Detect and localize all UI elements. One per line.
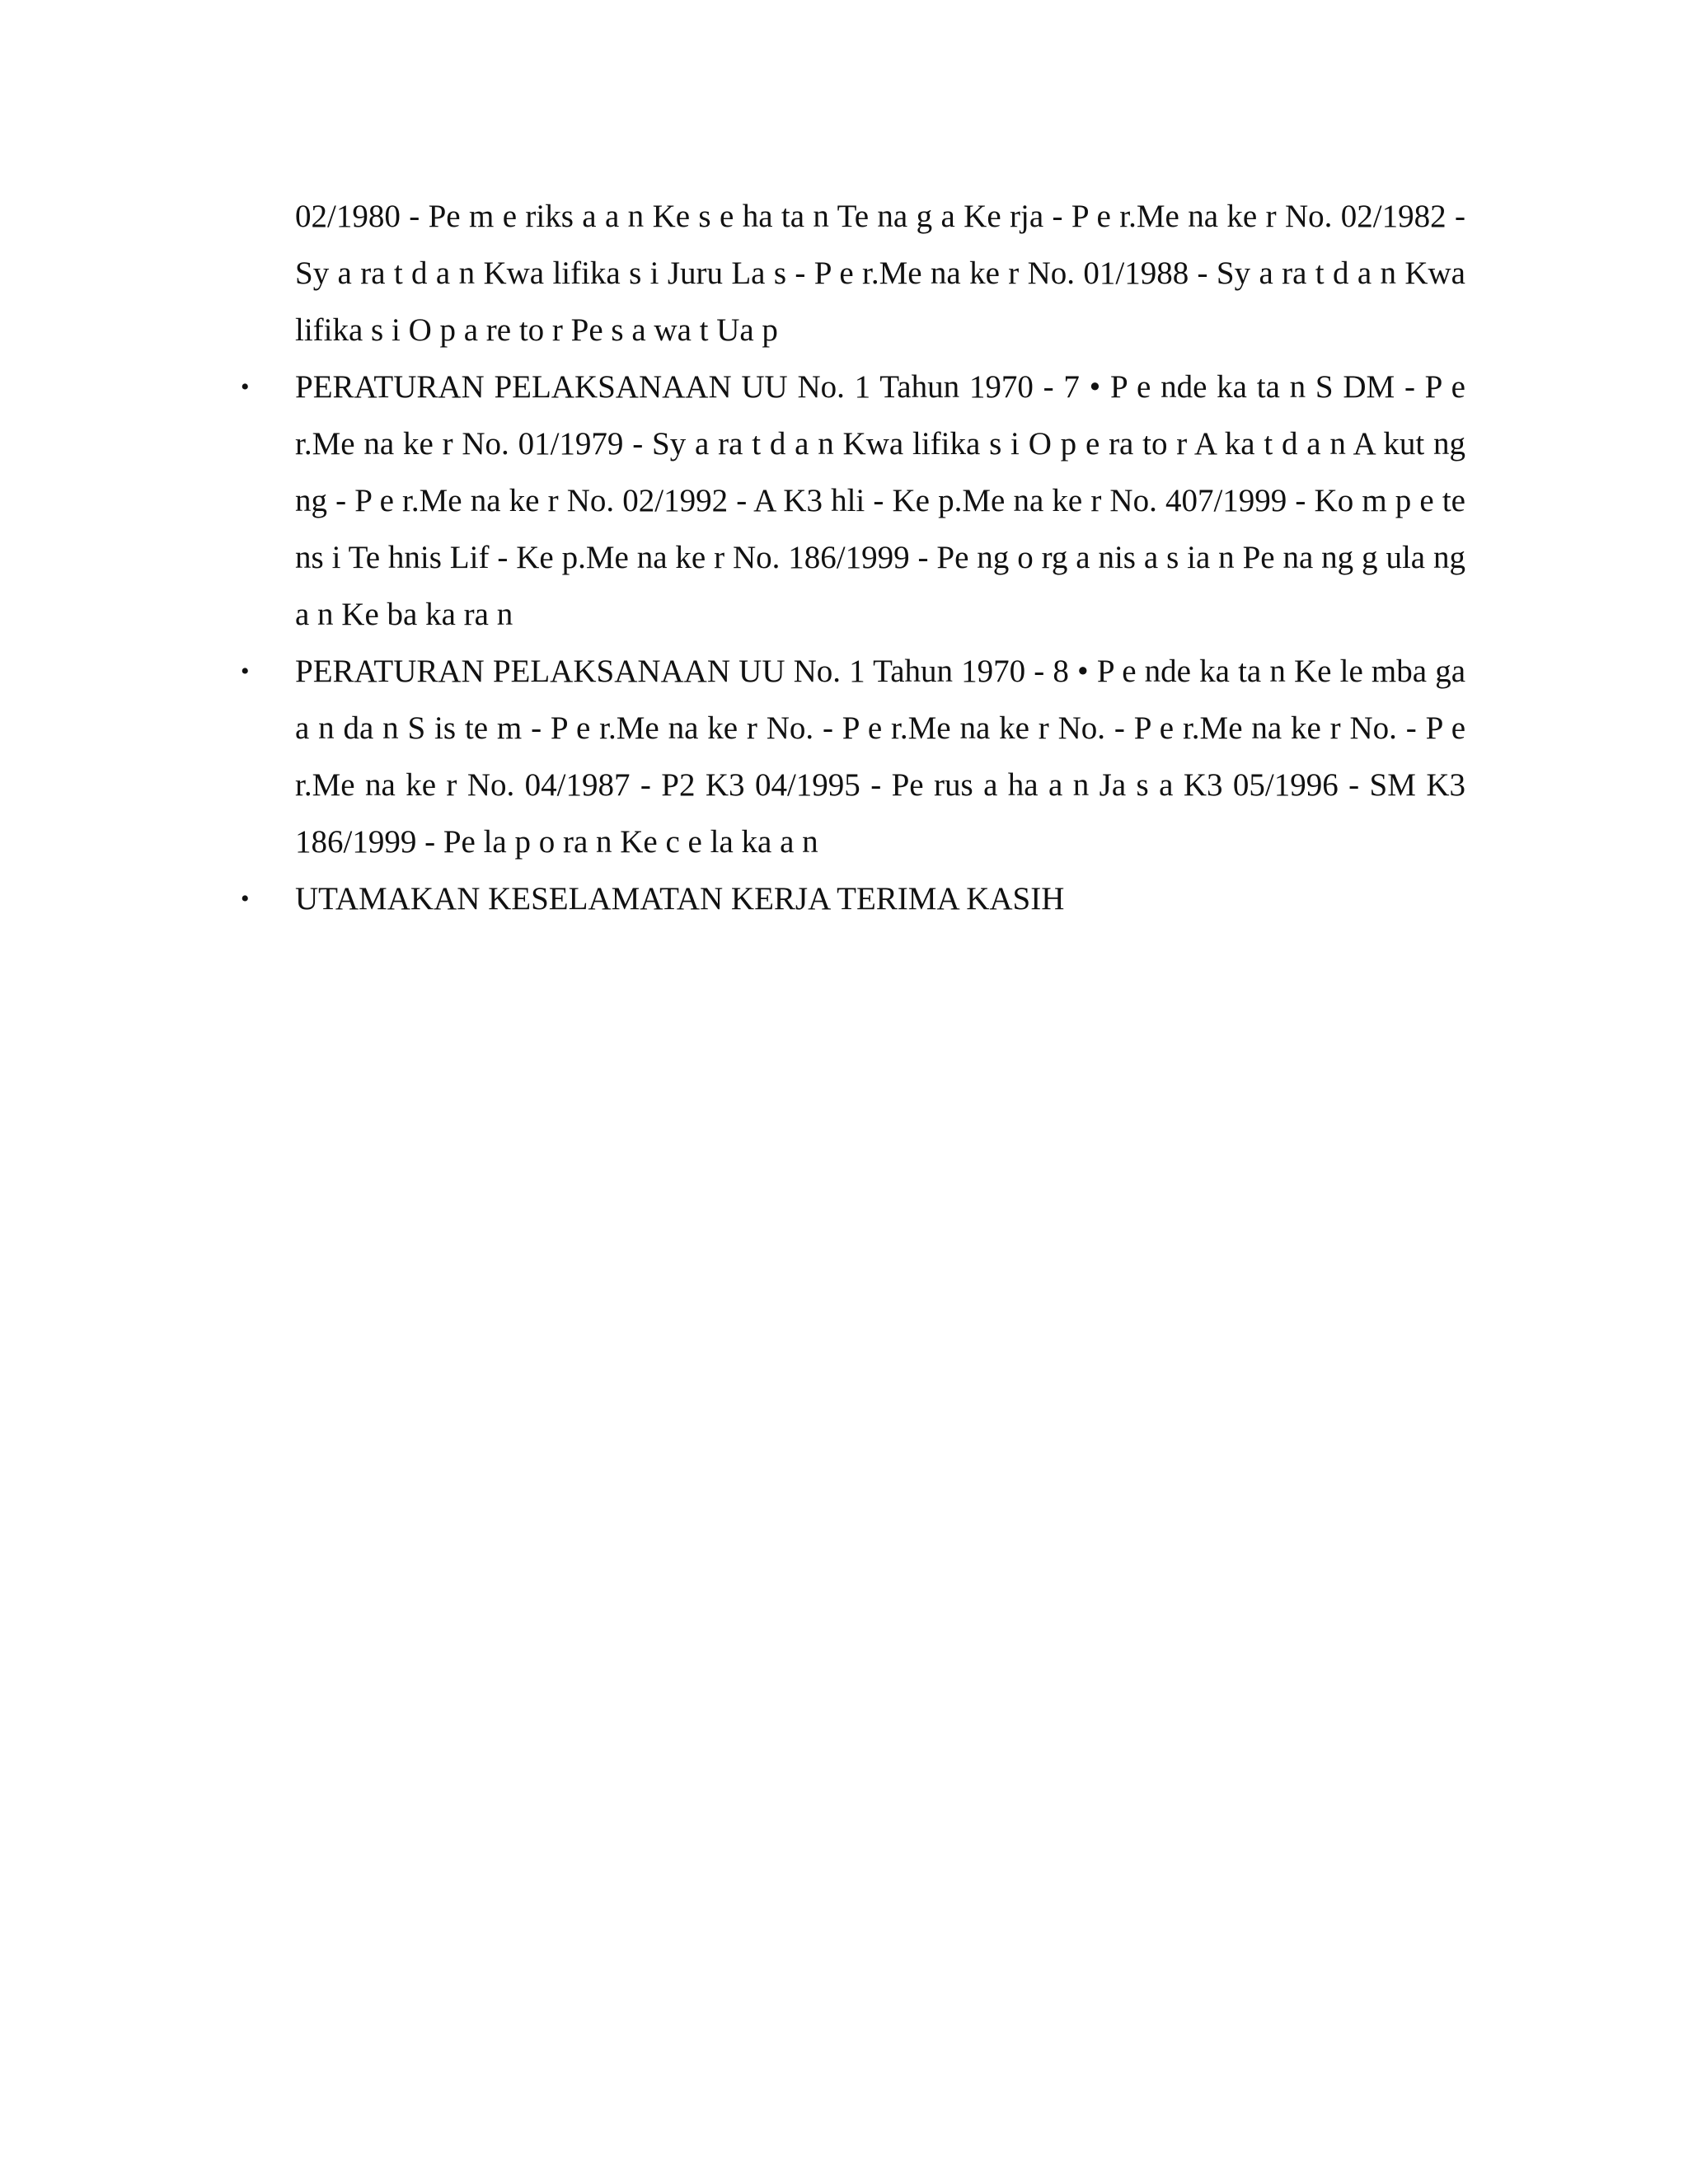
list-item-text: PERATURAN PELAKSANAAN UU No. 1 Tahun 1970 - 7 • P e nde ka ta n S DM - P e r.Me na ke r No. 01/1979 - Sy a ra t d a n Kwa lifika s i O p e ra to r A ka t d a n A kut ng ng - P e r.Me na ke r No. 02/1992 - A K3 hli - Ke p.Me na ke r No. 407/1999 - Ko m p e te ns i Te hnis Lif - Ke p.Me na ke r No. 186/1999 - Pe ng o rg a nis a s ia n Pe na ng g ula ng a n Ke ba ka ra n: [295, 369, 1465, 632]
bullet-list: [241, 359, 1465, 927]
bullet-icon: •: [241, 658, 250, 685]
bullet-icon: •: [241, 373, 250, 401]
list-item-text: UTAMAKAN KESELAMATAN KERJA TERIMA KASIH: [295, 881, 1065, 916]
list-item: [241, 359, 1465, 643]
list-item-text: PERATURAN PELAKSANAAN UU No. 1 Tahun 1970 - 8 • P e nde ka ta n Ke le mba ga a n da n S is te m - P e r.Me na ke r No. - P e r.Me na ke r No. - P e r.Me na ke r No. - P e r.Me na ke r No. 04/1987 - P2 K3 04/1995 - Pe rus a ha a n Ja s a K3 05/1996 - SM K3 186/1999 - Pe la p o ra n Ke c e la ka a n: [295, 654, 1465, 860]
continued-paragraph: 02/1980 - Pe m e riks a a n Ke s e ha ta n Te na g a Ke rja - P e r.Me na ke r No. 02/1982 - Sy a ra t d a n Kwa lifika s i Juru La s - P e r.Me na ke r No. 01/1988 - Sy a ra t d a n Kwa lifika s i O p a re to r Pe s a wa t Ua p: [295, 199, 1465, 348]
bullet-icon: •: [241, 885, 250, 912]
list-item: [241, 870, 1465, 927]
document-body: [241, 188, 1465, 927]
list-item: [241, 643, 1465, 870]
